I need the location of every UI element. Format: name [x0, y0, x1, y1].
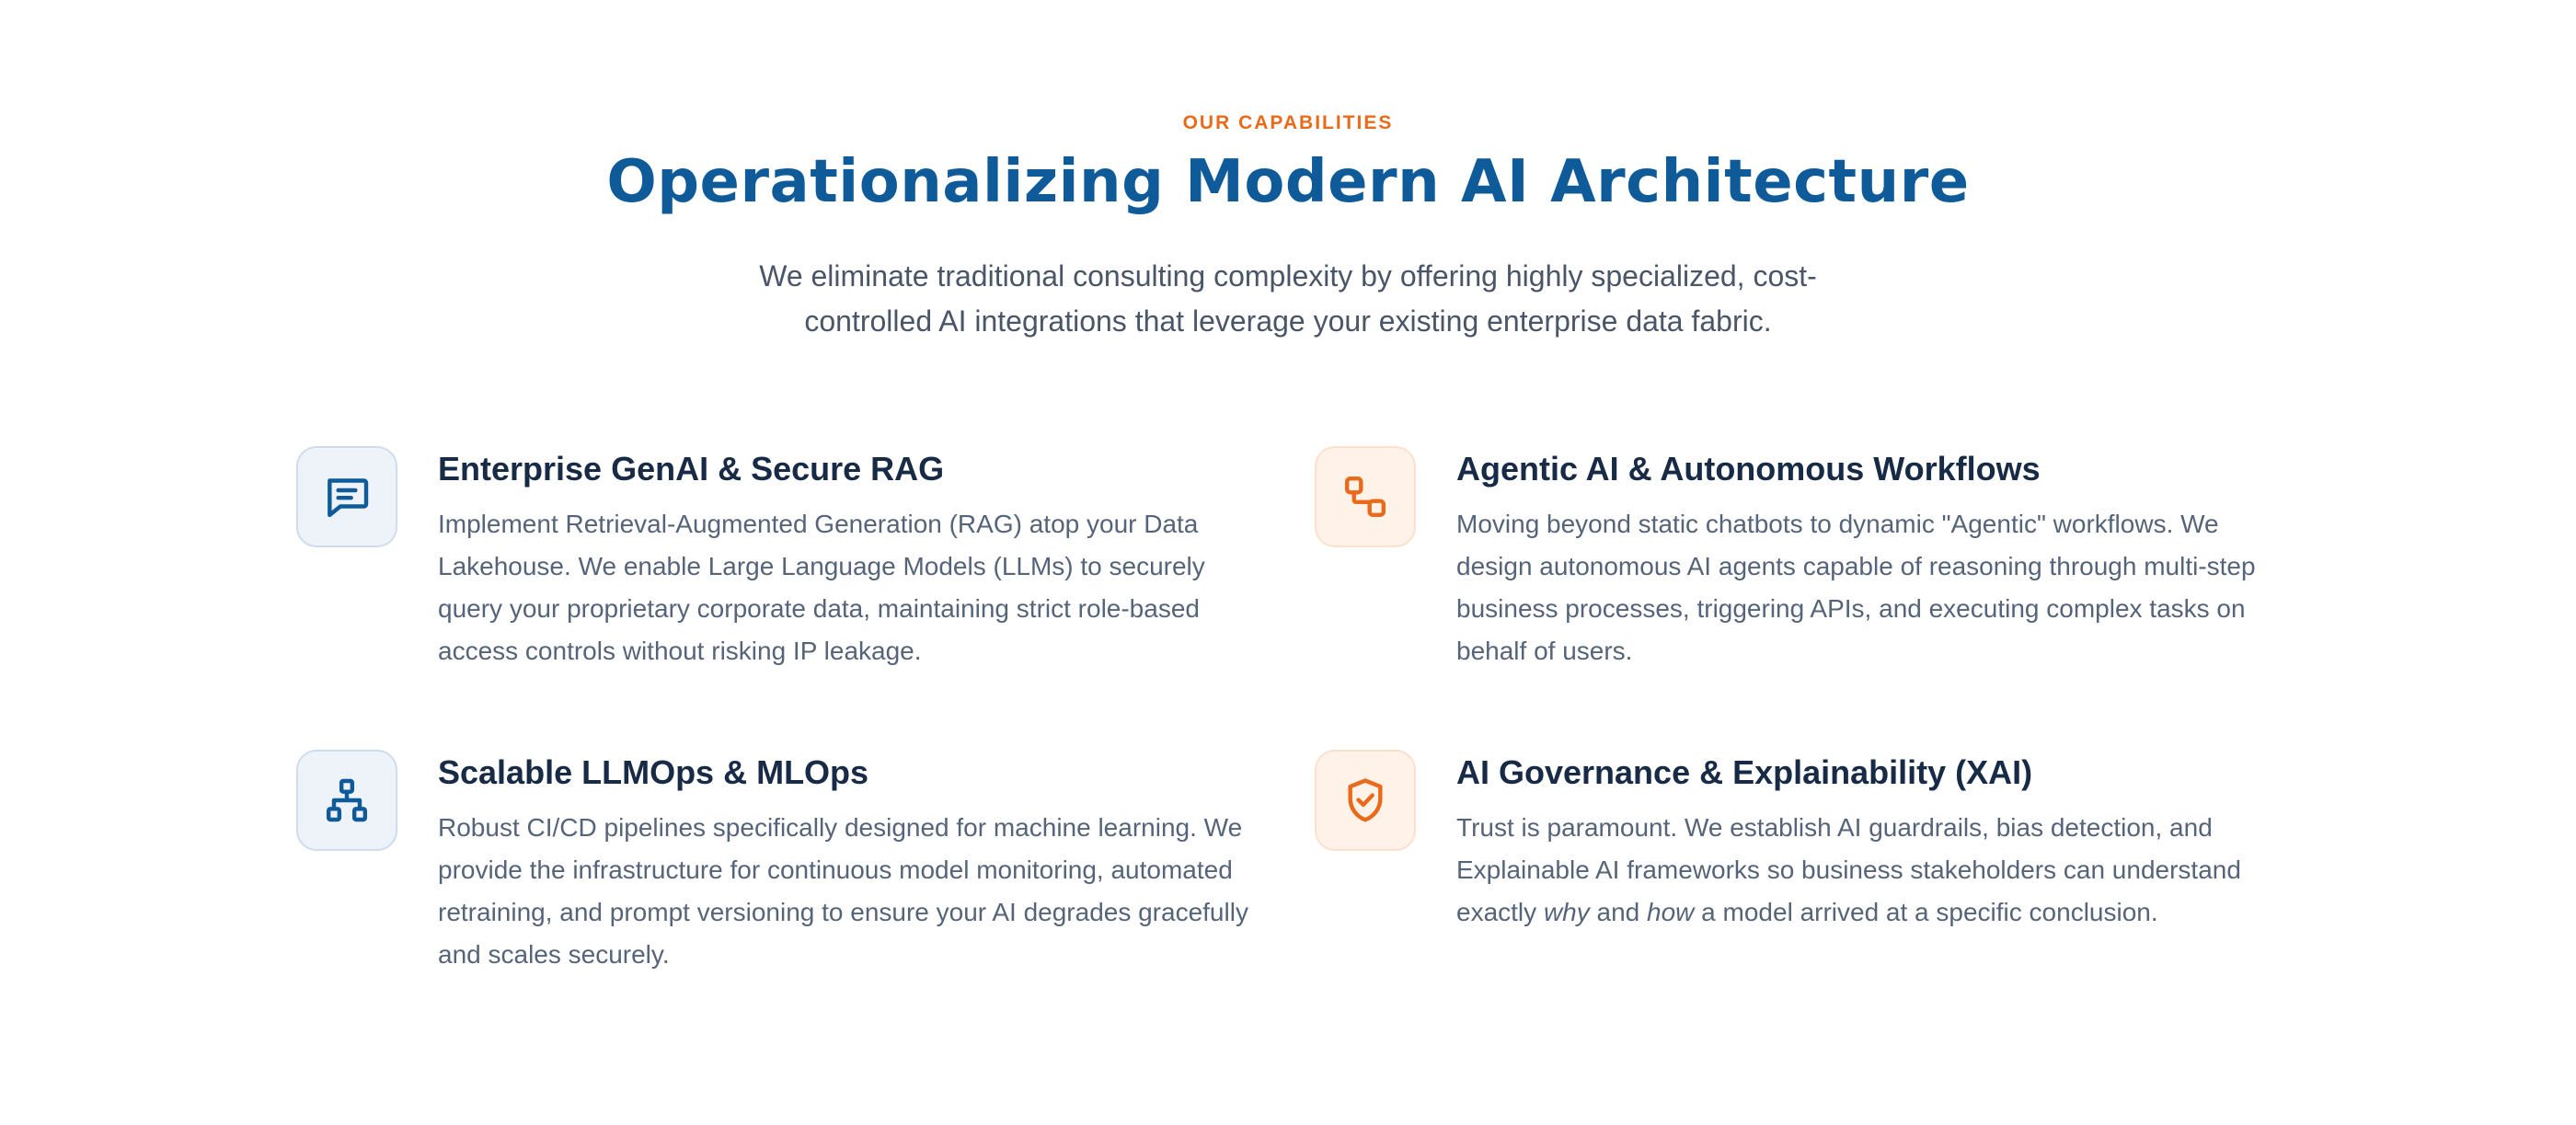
card-title: Scalable LLMOps & MLOps: [438, 753, 869, 791]
card-description: Implement Retrieval-Augmented Generation (RAG) atop your Data Lakehouse. We enable Large Language Models (LLMs) to securely query your proprietary corporate data, maintaining strict role-based access controls without risking IP leakage.: [438, 510, 1205, 665]
capability-card-llmops: [296, 750, 1290, 989]
section-title: Operationalizing Modern AI Architecture: [606, 148, 1970, 216]
description-emphasis-why: why: [1543, 898, 1590, 926]
workflow-icon: [1315, 446, 1416, 547]
section-eyebrow: OUR CAPABILITIES: [1182, 112, 1394, 133]
description-text: and: [1589, 898, 1648, 926]
description-text: a model arrived at a specific conclusion.: [1694, 898, 2158, 926]
card-title: Agentic AI & Autonomous Workflows: [1456, 450, 2041, 488]
card-title: Enterprise GenAI & Secure RAG: [438, 450, 945, 488]
card-title: AI Governance & Explainability (XAI): [1456, 753, 2033, 791]
card-description: Moving beyond static chatbots to dynamic "Agentic" workflows. We design autonomous AI agents capable of reasoning through multi-step business processes, triggering APIs, and executing complex tasks on behalf of users.: [1456, 510, 2256, 665]
shield-check-icon: [1315, 750, 1416, 851]
card-description: [1456, 807, 2284, 934]
hierarchy-icon: [296, 750, 397, 851]
description-emphasis-how: how: [1647, 898, 1695, 926]
capability-card-agentic-ai: [1315, 446, 2308, 685]
description-text: Trust is paramount. We establish AI guardrails, bias detection, and Explainable AI frameworks so business stakeholders can understand exactly: [1456, 813, 2241, 926]
capability-card-ai-governance: [1315, 750, 2308, 989]
section-lead: We eliminate traditional consulting complexity by offering highly specialized, cost-controlled AI integrations that leverage your existing enterprise data fabric.: [759, 259, 1817, 338]
card-description: Robust CI/CD pipelines specifically designed for machine learning. We provide the infrastructure for continuous model monitoring, automated retraining, and prompt versioning to ensure your AI degrades gracefully and scales securely.: [438, 813, 1248, 969]
chat-icon: [296, 446, 397, 547]
capability-card-genai-rag: [296, 446, 1290, 685]
